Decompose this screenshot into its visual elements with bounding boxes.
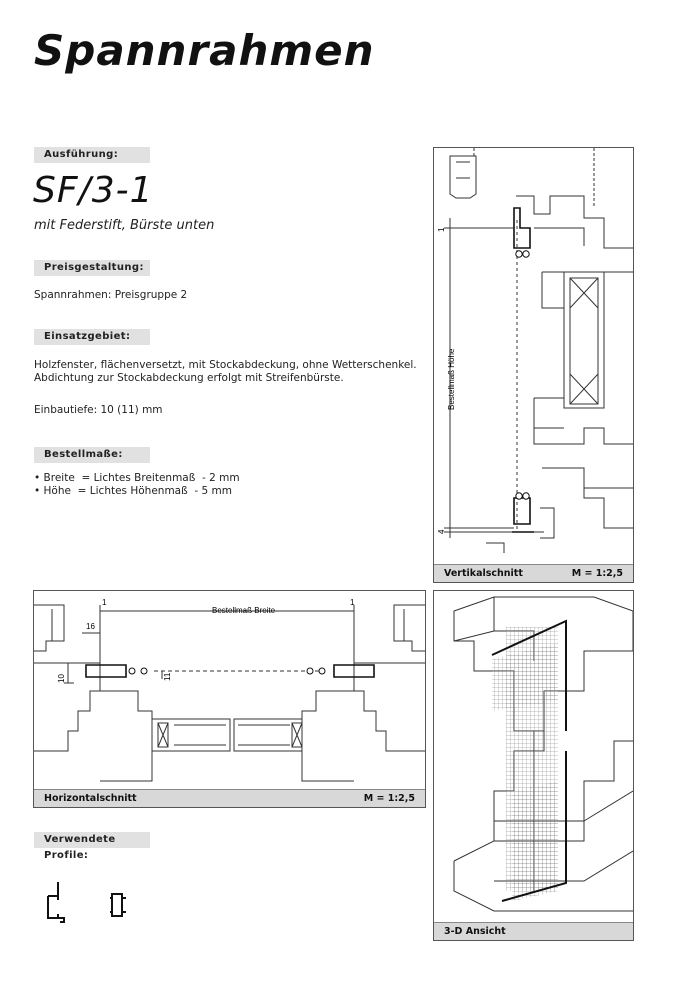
vertical-section-drawing	[434, 148, 633, 566]
view-3d-caption-text: 3-D Ansicht	[444, 926, 506, 937]
model-code: SF/3-1	[33, 170, 154, 211]
horizontal-section-panel	[33, 590, 426, 808]
einsatz-label: Einsatzgebiet:	[34, 329, 150, 345]
page-title: Spannrahmen	[34, 26, 375, 75]
dim-height-label: Bestellmaß Höhe	[447, 348, 456, 410]
bestell-line-2: • Höhe = Lichtes Höhenmaß - 5 mm	[34, 485, 232, 497]
horizontal-section-scale: M = 1:2,5	[363, 793, 415, 804]
einsatz-line-1: Holzfenster, flächenversetzt, mit Stockabdeckung, ohne Wetterschenkel.	[34, 359, 417, 371]
bestell-line-1: • Breite = Lichtes Breitenmaß - 2 mm	[34, 472, 240, 484]
view-3d-caption	[434, 922, 633, 940]
profile-b-icon	[110, 894, 126, 916]
view-3d-panel	[433, 590, 634, 941]
dim-11-label: 11	[163, 672, 172, 681]
model-subtitle: mit Federstift, Bürste unten	[34, 218, 215, 233]
dim-right-label: 1	[350, 598, 355, 607]
horizontal-section-caption-text: Horizontalschnitt	[44, 793, 137, 804]
einsatz-line-2: Abdichtung zur Stockabdeckung erfolgt mit Streifenbürste.	[34, 372, 344, 384]
vertical-section-caption-text: Vertikalschnitt	[444, 568, 523, 579]
vertical-section-panel	[433, 147, 634, 583]
bestell-label: Bestellmaße:	[34, 447, 150, 463]
vertical-section-caption	[434, 564, 633, 582]
profile-label: Verwendete Profile:	[34, 832, 150, 848]
profile-icons	[40, 880, 150, 930]
dim-left-label: 1	[102, 598, 107, 607]
horizontal-section-caption	[34, 789, 425, 807]
dim-16-label: 16	[86, 622, 95, 631]
ausfuehrung-label: Ausführung:	[34, 147, 150, 163]
dim-width-label: Bestellmaß Breite	[212, 606, 276, 615]
einbautiefe-text: Einbautiefe: 10 (11) mm	[34, 404, 163, 416]
vertical-section-scale: M = 1:2,5	[571, 568, 623, 579]
preis-text: Spannrahmen: Preisgruppe 2	[34, 289, 188, 301]
preis-label: Preisgestaltung:	[34, 260, 150, 276]
dim-10-label: 10	[57, 674, 66, 683]
view-3d-drawing	[434, 591, 633, 924]
horizontal-section-drawing	[34, 591, 425, 791]
profile-a-icon	[48, 882, 64, 922]
dim-bottom-label: 4	[437, 529, 446, 534]
dim-top-label: 1	[437, 227, 446, 232]
